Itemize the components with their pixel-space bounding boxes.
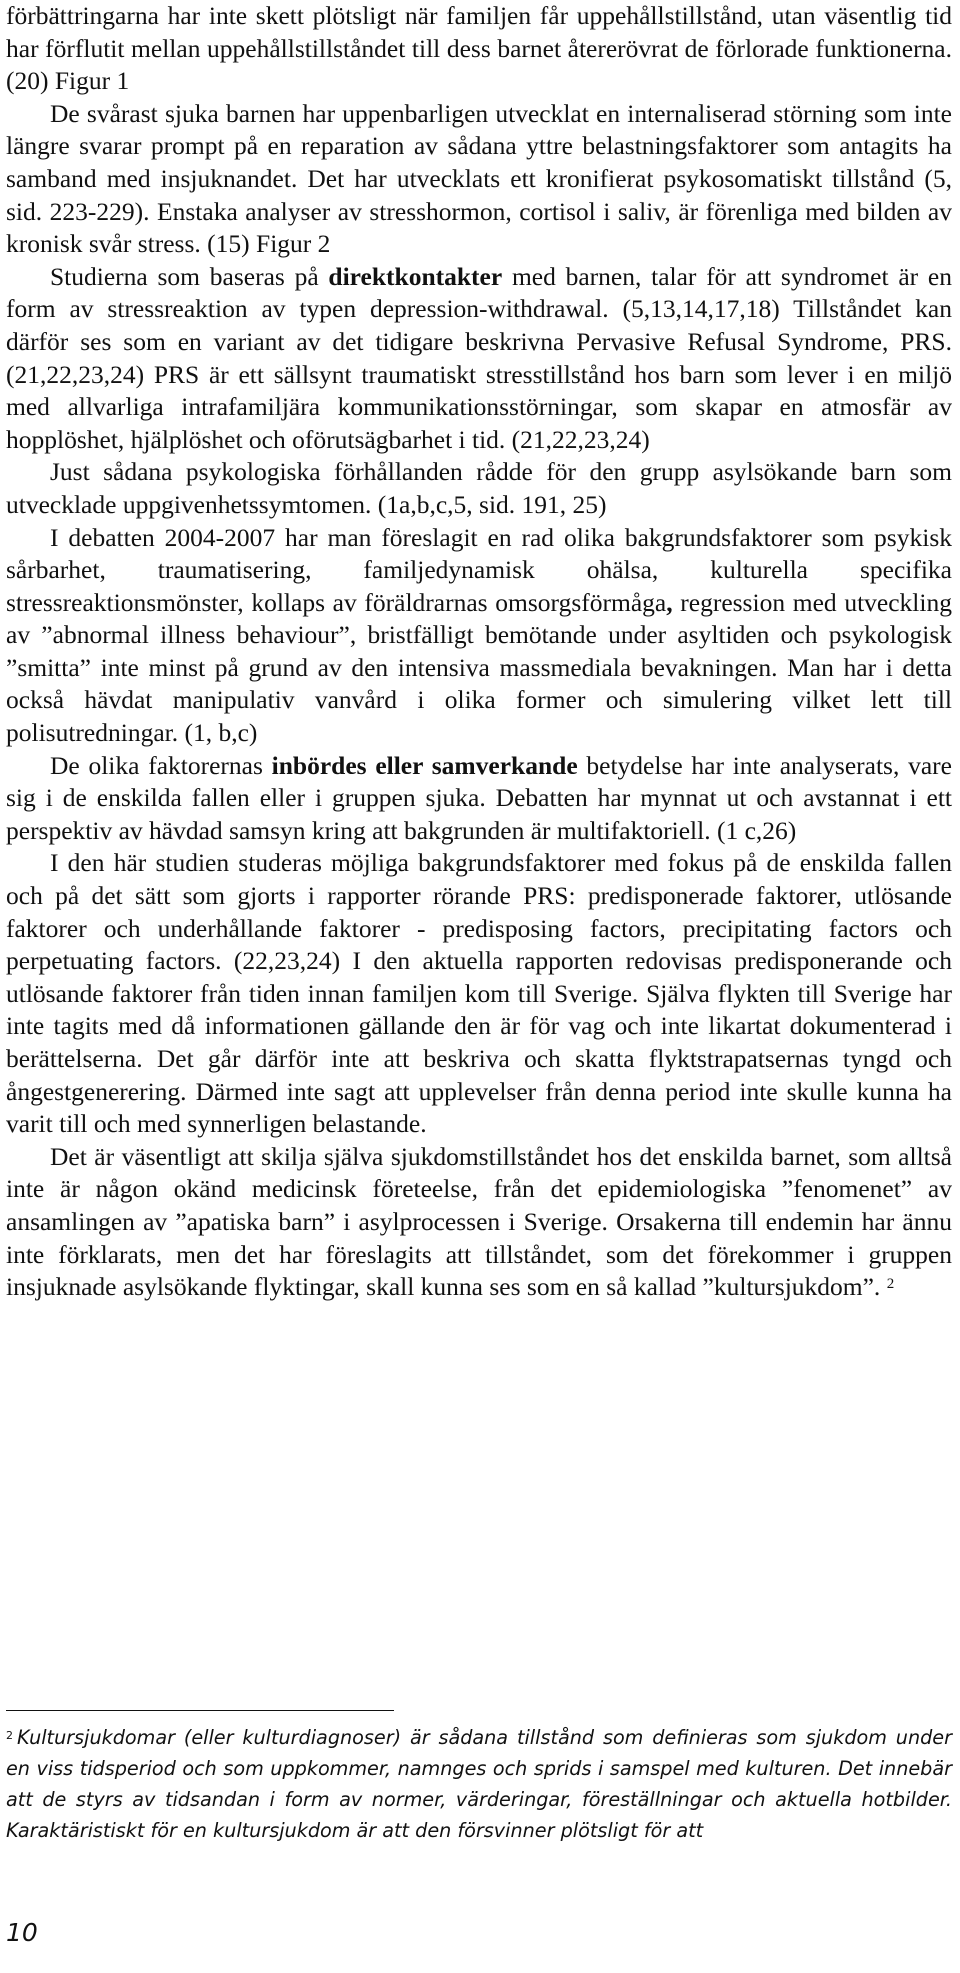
paragraph-5-text-start: I debatten 2004-2007 har man föreslagit en rad olika bakgrundsfaktorer som psykisk sårbarhet, traumatisering, familjedynamisk ohälsa, kulturella specifika stressreaktionsmönster, kollaps av föräldrarnas omsorgsförmåga [6,522,952,617]
paragraph-8-text: Det är väsentligt att skilja själva sjukdomstillståndet hos det enskilda barnet, som alltså inte är någon okänd medicinsk företeelse, från det epidemiologiska ”fenomenet” av ansamlingen av ”apatiska barn” i asylprocessen i Sverige. Orsakerna till endemin har ännu inte förklarats, men det har föreslagits att tillståndet, som det förekommer i gruppen insjuknade asylsökande flyktingar, skall kunna ses som en så kallad ”kultursjukdom”. [6,1141,952,1302]
paragraph-7-text: I den här studien studeras möjliga bakgrundsfaktorer med fokus på de enskilda fallen och på det sätt som gjorts i rapporter rörande PRS: predisponerade faktorer, utlösande faktorer och underhållande faktorer - predisposing factors, precipitating factors och perpetuating factors. (22,23,24) I den aktuella rapporten redovisas predisponerande och utlösande faktorer från tiden innan familjen kom till Sverige. Själva flykten till Sverige har inte tagits med då informationen gällande den är för vag och inte likartat dokumenterad i berättelserna. Det går därför inte att beskriva och skatta flyktstrapatsernas tyngd och ångestgenerering. Därmed inte sagt att upplevelser från denna period inte skulle kunna ha varit till och med synnerligen belastande. [6,848,952,1139]
paragraph-5-bold: , [666,587,673,617]
paragraph-4 [6,456,952,521]
paragraph-1-text: förbättringarna har inte skett plötsligt när familjen får uppehållstillstånd, utan väsentlig tid har förflutit mellan uppehållstillståndet till dess barnet återerövrat de förlorade funktionerna. (20) Figur 1 [6,1,952,96]
paragraph-5 [6,522,952,750]
paragraph-3-bold: direktkontakter [328,261,503,291]
footnote-number: 2 [6,1729,13,1742]
paragraph-6-text-end: betydelse har inte analyserats, vare sig i de enskilda fallen eller i gruppen sjuka. Debatten har mynnat ut och avstannat i ett perspektiv av hävdad samsyn kring att bakgrunden är multifaktoriell. (1 c,26) [6,750,952,845]
paragraph-8 [6,1141,952,1304]
paragraph-2-text: De svårast sjuka barnen har uppenbarligen utvecklat en internaliserad störning som inte längre svarar prompt på en reparation av sådana yttre belastningsfaktorer som antagits ha samband med insjuknandet. Det har utvecklats ett kronifierat psykosomatiskt tillstånd (5, sid. 223-229). Enstaka analyser av stresshormon, cortisol i saliv, är förenliga med bilden av kronisk svår stress. (15) Figur 2 [6,98,952,259]
paragraph-3 [6,261,952,457]
paragraph-2 [6,98,952,261]
footnote-separator [6,1710,394,1711]
paragraph-5-text-end: regression med utveckling av ”abnormal illness behaviour”, bristfälligt bemötande under asyltiden och psykologisk ”smitta” inte minst på grund av den intensiva massmediala bevakningen. Man har i detta också hävdat manipulativ vanvård i olika former och simulering vilket lett till polisutredningar. (1, b,c) [6,587,952,748]
paragraph-3-text-end: med barnen, talar för att syndromet är en form av stressreaktion av typen depression-withdrawal. (5,13,14,17,18) Tillståndet kan därför ses som en variant av det tidigare beskrivna Pervasive Refusal Syndrome, PRS. (21,22,23,24) PRS är ett sällsynt traumatiskt stresstillstånd hos barn som lever i en miljö med allvarliga intrafamiljära kommunikationsstörningar, som skapar en atmosfär av hopplöshet, hjälplöshet och oförutsägbarhet i tid. (21,22,23,24) [6,261,952,454]
paragraph-4-text: Just sådana psykologiska förhållanden rådde för den grupp asylsökande barn som utvecklade uppgivenhetssymtomen. (1a,b,c,5, sid. 191, 25) [6,457,952,519]
paragraph-7 [6,847,952,1140]
footnote [6,1722,952,1846]
page-number: 10 [6,1918,38,1947]
paragraph-1 [6,0,952,98]
footnote-reference: 2 [886,1276,895,1293]
paragraph-6-bold: inbördes eller samverkande [271,750,578,780]
paragraph-3-text-start: Studierna som baseras på [50,261,329,291]
body-text [6,0,952,1304]
footnote-text: Kultursjukdomar (eller kulturdiagnoser) är sådana tillstånd som definieras som sjukdom under en viss tidsperiod och som uppkommer, namnges och sprids i samspel med kulturen. Det innebär att de styrs av tidsandan i form av normer, värderingar, föreställningar och aktuella hotbilder. Karaktäristiskt för en kultursjukdom är att den försvinner plötsligt för att [6,1726,952,1842]
paragraph-6 [6,750,952,848]
paragraph-6-text-start: De olika faktorernas [50,750,272,780]
